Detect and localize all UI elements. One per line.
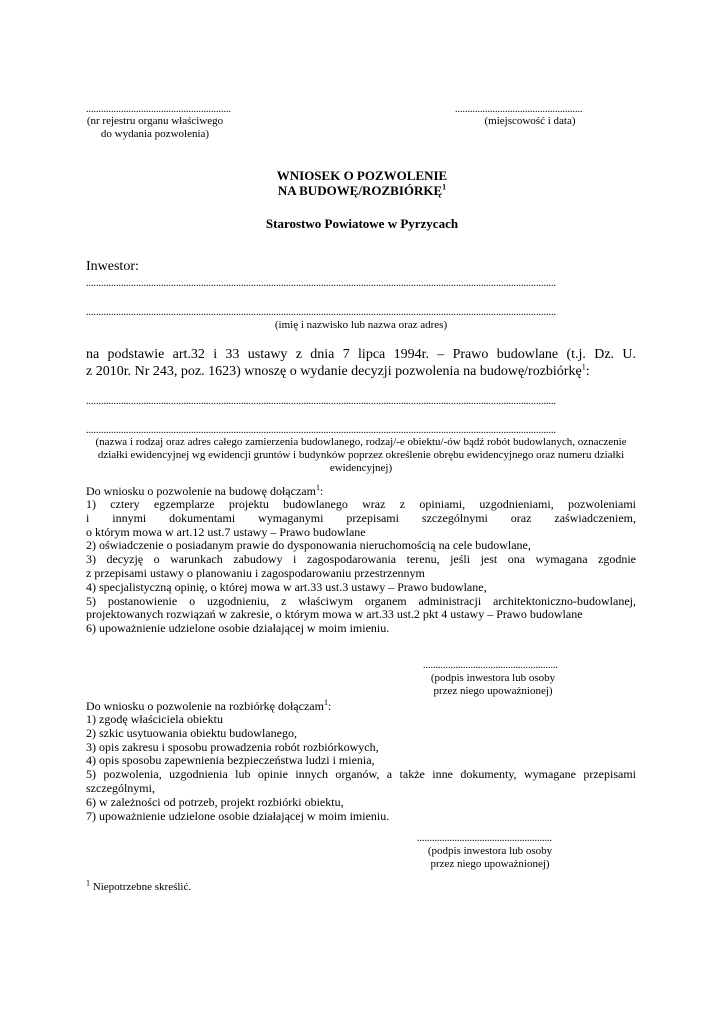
list-item: i innymi dokumentami wymaganymi przepisami szczególnymi oraz zaświadczeniem, <box>86 510 636 525</box>
demolition-attachments-list <box>86 713 636 823</box>
registry-caption-line2: do wydania pozwolenia) <box>100 128 210 141</box>
list-item: 4) specjalistyczną opinię, o której mowa w art.33 ust.3 ustawy – Prawo budowlane, <box>86 579 487 594</box>
list-item: 1) cztery egzemplarze projektu budowlanego wraz z opiniami, uzgodnieniami, pozwoleniami <box>86 497 636 511</box>
place-date-dots: ................................................... <box>455 104 583 115</box>
list-item: 3) opis zakresu i sposobu prowadzenia robót rozbiórkowych, <box>86 739 379 754</box>
build-signature-dots: ...................................................... <box>423 660 558 671</box>
list-item: projektowanych rozwiązań w zakresie, o którym mowa w art.33 ust.2 pkt 4 ustawy – Prawo budowlane <box>86 607 583 622</box>
build-signature-caption <box>413 672 573 698</box>
project-caption-line3: ewidencyjnej) <box>329 462 393 474</box>
demolition-attachments-heading: Do wniosku o pozwolenie na rozbiórkę dołączam$^1$: <box>86 698 332 713</box>
investor-dots-2: ............................................................................................................................................................................................ <box>86 307 556 318</box>
list-item: 2) szkic usytuowania obiektu budowlanego, <box>86 725 297 740</box>
list-item: 3) decyzję o warunkach zabudowy i zagospodarowania terenu, jeśli jest ona wymagana zgodnie <box>86 552 636 567</box>
place-date-caption: (miejscowość i data) <box>484 115 576 127</box>
legal-basis-line2: z 2010r. Nr 243, poz. 1623) wnoszę o wydanie decyzji pozwolenia na budowę/rozbiórkę$^1$: <box>86 362 590 379</box>
list-item: szczególnymi, <box>86 780 155 795</box>
list-item: 5) pozwolenia, uzgodnienia lub opinie innych organów, a także inne dokumenty, wymagane przepisami <box>86 767 636 782</box>
authority-name: Starostwo Powiatowe w Pyrzycach <box>265 216 459 231</box>
list-item: 2) oświadczenie o posiadanym prawie do dysponowania nieruchomością na cele budowlane, <box>86 538 531 553</box>
demolition-signature-caption-line2: przez niego upoważnionej) <box>430 858 550 871</box>
title-line2: NA BUDOWĘ/ROZBIÓRKĘ$^1$ <box>277 182 447 198</box>
project-dots-1: ............................................................................................................................................................................................ <box>86 396 556 407</box>
build-signature-caption-line1: (podpis inwestora lub osoby <box>430 672 556 684</box>
legal-basis-line1: na podstawie art.32 i 33 ustawy z dnia 7 lipca 1994r. – Prawo budowlane (t.j. Dz. U. <box>86 347 636 362</box>
demolition-signature-caption-line1: (podpis inwestora lub osoby <box>427 845 553 857</box>
demolition-signature-dots: ...................................................... <box>417 833 552 844</box>
registry-caption-line1: (nr rejestru organu właściwego <box>86 115 224 127</box>
list-item: 4) opis sposobu zapewnienia bezpieczeństwa ludzi i mienia, <box>86 753 375 768</box>
project-caption <box>86 436 636 475</box>
list-item: 7) upoważnienie udzielone osobie działającej w moim imieniu. <box>86 808 390 823</box>
build-attachments-heading: Do wniosku o pozwolenie na budowę dołączam$^1$: <box>86 483 324 498</box>
registry-number-caption <box>70 115 240 141</box>
project-caption-line1: (nazwa i rodzaj oraz adres całego zamierzenia budowlanego, rodzaj/-e obiektu/-ów bądź robót budowlanych, oznaczenie <box>95 436 627 448</box>
project-caption-line2: działki ewidencyjnej wg ewidencji gruntów i budynków poprzez określenie obrębu ewidencyjnego oraz numeru działki <box>97 449 625 461</box>
document-title <box>0 168 724 198</box>
investor-caption: (imię i nazwisko lub nazwa oraz adres) <box>274 319 448 331</box>
list-item: z przepisami ustawy o planowaniu i zagospodarowaniu przestrzennym <box>86 565 425 580</box>
footnote: $^1$ Niepotrzebne skreślić. <box>86 878 192 893</box>
list-item: 6) w zależności od potrzeb, projekt rozbiórki obiektu, <box>86 794 344 809</box>
registry-number-dots: .......................................................... <box>86 104 231 115</box>
demolition-signature-caption <box>410 845 570 871</box>
list-item: 1) zgodę właściciela obiektu <box>86 712 223 726</box>
title-line1: WNIOSEK O POZWOLENIE <box>276 168 448 183</box>
project-dots-2: ............................................................................................................................................................................................ <box>86 425 556 436</box>
investor-label: Inwestor: <box>86 259 139 274</box>
list-item: 6) upoważnienie udzielone osobie działającej w moim imieniu. <box>86 621 390 636</box>
investor-dots-1: ............................................................................................................................................................................................ <box>86 278 556 289</box>
list-item: 5) postanowienie o uzgodnieniu, z właściwym organem administracji architektoniczno-budowlanej, <box>86 593 636 608</box>
list-item: o którym mowa w art.12 ust.7 ustawy – Prawo budowlane <box>86 524 366 539</box>
build-attachments-list <box>86 498 636 636</box>
build-signature-caption-line2: przez niego upoważnionej) <box>433 685 553 698</box>
